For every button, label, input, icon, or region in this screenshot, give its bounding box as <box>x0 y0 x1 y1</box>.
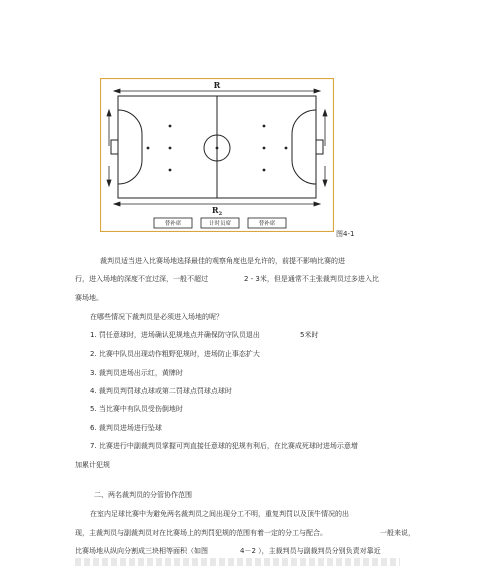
body-line: 在室内足球比赛中为避免两名裁判员之间出现分工不明，重复判罚以及顶牛情况的出 <box>90 510 349 518</box>
list-item: 1. 罚任意球时，进场确认犯规地点并确保防守队员退出 <box>90 331 260 339</box>
list-item: 4. 裁判员判罚球点球或第二罚球点罚球点球时 <box>90 387 232 395</box>
bench-label-right: 替补席 <box>258 221 276 227</box>
list-item: 3. 裁判员进场出示红，黄牌时 <box>90 369 183 377</box>
body-line: 4－2 ），主裁判员与副裁判员分别负责对靠近 <box>240 547 381 555</box>
list-item: 7. 比赛进行中副裁判员掌握可判直接任意球的犯规有利后，在比赛成死球时进场示意增 <box>90 442 358 450</box>
list-item: 6. 裁判员进场进行坠球 <box>90 424 162 432</box>
paragraph-line: 赛场地。 <box>75 294 103 302</box>
list-item: 5. 当比赛中有队员受伤倒地时 <box>90 405 183 413</box>
futsal-field-diagram <box>100 78 334 232</box>
faded-watermark-strip <box>75 558 400 566</box>
list-item-extra: 5米时 <box>300 331 319 339</box>
paragraph-line: 行，进入场地的深度不宜过深，一般不超过 <box>75 275 208 283</box>
paragraph-line: 2 - 3米，但是通常不主张裁判员过多进入比 <box>244 275 379 283</box>
bench-label-left: 替补席 <box>164 221 182 227</box>
body-line: 现，主裁判员与副裁判员对在比赛场上的判罚犯规的范围有着一定的分工与配合。 <box>75 529 327 537</box>
question-line: 在哪些情况下裁判员是必须进入场地的呢？ <box>90 313 223 321</box>
list-item: 2. 比赛中队员出现动作粗野犯规时，进场防止事态扩大 <box>90 350 260 358</box>
label-r-top: R <box>213 80 221 90</box>
figure-caption: 图4-1 <box>336 230 355 238</box>
label-r-bottom: $R_2$ <box>211 205 223 217</box>
bench-label-center: 计时员席 <box>208 221 232 227</box>
section-title: 二、两名裁判员的分管协作范围 <box>94 491 192 499</box>
list-item-continuation: 加累计犯规 <box>75 461 110 469</box>
paragraph-line: 裁判员适当进入比赛场地选择最佳的观察角度也是允许的，前提不影响比赛的进 <box>100 257 345 265</box>
body-line: 一般来说， <box>380 529 415 537</box>
body-line: 比赛场地从纵向分割成三块相等面积（如图 <box>75 547 208 555</box>
